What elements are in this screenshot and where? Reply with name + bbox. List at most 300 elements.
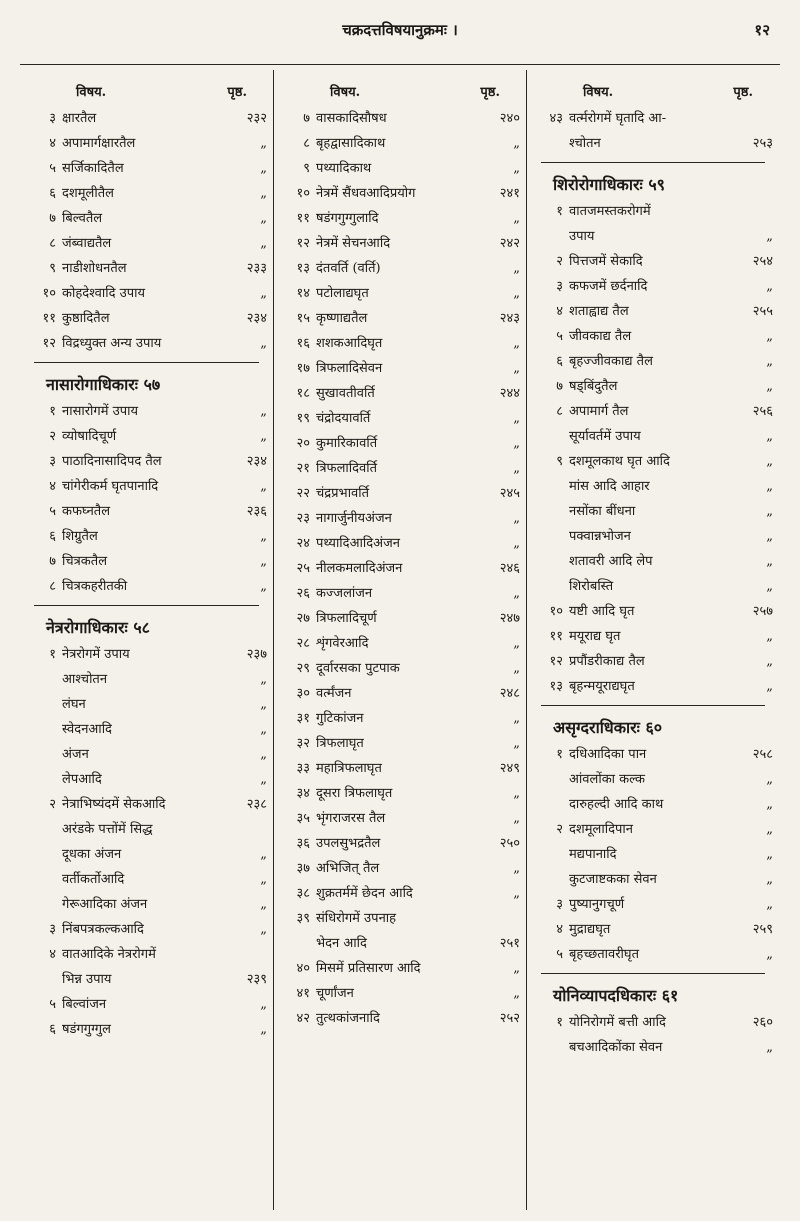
entry-title: विद्रध्युक्त अन्य उपाय: [62, 336, 162, 351]
entry-number: १५: [296, 311, 310, 326]
entry-title: चांगेरीकर्म घृतपानादि: [62, 479, 159, 494]
index-entry: [26, 942, 267, 967]
entry-title: लेपआदि: [62, 772, 102, 787]
entry-title: बचआदिकोंका सेवन: [569, 1040, 663, 1055]
entry-title: मद्यपानादि: [569, 847, 617, 862]
entry-page: २३८: [246, 797, 267, 812]
index-entry: [280, 1006, 520, 1031]
entry-page: „: [513, 436, 520, 451]
index-entry: [533, 742, 773, 767]
entry-number: ४३: [549, 111, 563, 126]
entry-title: अपामार्ग तैल: [569, 404, 629, 419]
entry-title: कुमारिकावर्ति: [316, 436, 378, 451]
index-entry: [280, 131, 520, 156]
index-entry: [280, 581, 520, 606]
entry-title: बृहच्छतावरीघृत: [569, 947, 640, 962]
entry-page: २४७: [499, 611, 520, 626]
index-entry: [280, 981, 520, 1006]
index-entry: [26, 499, 267, 524]
index-entry: [533, 842, 773, 867]
entry-title: पुष्यानुगचूर्ण: [569, 897, 625, 912]
index-entry: [280, 431, 520, 456]
entry-number: ३: [49, 922, 56, 937]
entry-number: ६: [49, 529, 56, 544]
entry-number: २: [49, 429, 56, 444]
entry-title: नेत्रमें सेचनआदि: [316, 236, 391, 251]
index-entry: [26, 256, 267, 281]
entry-number: २१: [296, 461, 310, 476]
entry-number: २६: [296, 586, 310, 601]
entry-number: १०: [42, 286, 56, 301]
index-entry: [26, 424, 267, 449]
entry-number: ३०: [296, 686, 310, 701]
page-heading: पृष्ठ.: [733, 85, 753, 100]
index-entry: [280, 906, 520, 931]
entry-page: „: [513, 511, 520, 526]
entry-page: „: [260, 1022, 267, 1037]
entry-number: ८: [49, 236, 56, 251]
entry-number: १: [49, 647, 56, 662]
entry-number: १०: [296, 186, 310, 201]
entry-page: „: [260, 529, 267, 544]
index-entry: [26, 917, 267, 942]
entry-number: १४: [296, 286, 310, 301]
entry-page: „: [513, 886, 520, 901]
entry-number: ४: [49, 947, 56, 962]
entry-title: दूधका अंजन: [62, 847, 122, 862]
page-number: १२: [754, 21, 770, 39]
entry-number: ९: [303, 161, 310, 176]
entry-title: वर्त्मरोगमें घृतादि आ-: [569, 111, 667, 126]
entry-page: २३९: [246, 972, 267, 987]
index-entry: [533, 1010, 773, 1035]
index-entry: [26, 574, 267, 599]
entry-number: ४: [49, 136, 56, 151]
entry-page: „: [766, 1040, 773, 1055]
entry-page: „: [766, 822, 773, 837]
entry-number: ४: [556, 304, 563, 319]
entry-number: २४: [296, 536, 310, 551]
entry-title: उपलसुभद्रतैल: [316, 836, 381, 851]
entry-page: „: [513, 161, 520, 176]
entry-title: मांस आदि आहार: [569, 479, 650, 494]
entry-title: वासकादिसौषध: [316, 111, 387, 126]
page-header: [30, 10, 770, 50]
entry-title: दूर्वारसका पुटपाक: [316, 661, 400, 676]
entry-number: ३२: [296, 736, 310, 751]
index-entry: [280, 731, 520, 756]
entry-page: „: [766, 797, 773, 812]
index-entry: [533, 867, 773, 892]
entry-page: २३४: [246, 454, 267, 469]
index-entry: [26, 524, 267, 549]
section-heading: नासारोगाधिकारः ५७: [46, 375, 161, 394]
entry-page: „: [260, 897, 267, 912]
entry-page: २५९: [752, 922, 773, 937]
index-entry: [280, 356, 520, 381]
entry-page: „: [260, 479, 267, 494]
index-entry: [280, 531, 520, 556]
entry-title: अरंडके पत्तोंमें सिद्ध: [62, 822, 153, 837]
index-entry: [26, 281, 267, 306]
entry-title: अभिजित् तैल: [316, 861, 380, 876]
entry-number: १: [556, 1015, 563, 1030]
index-entry: [533, 599, 773, 624]
entry-page: „: [260, 722, 267, 737]
entry-title: बृहद्वासादिकाथ: [316, 136, 386, 151]
entry-title: दूसरा त्रिफलाघृत: [316, 786, 393, 801]
entry-number: ३: [556, 279, 563, 294]
index-entry: [533, 767, 773, 792]
entry-page: २३३: [246, 261, 267, 276]
entry-page: „: [766, 454, 773, 469]
entry-page: „: [260, 286, 267, 301]
entry-number: ७: [49, 554, 56, 569]
index-entry: [280, 831, 520, 856]
entry-number: १: [556, 204, 563, 219]
entry-title: बिल्वतैल: [62, 211, 103, 226]
entry-title: मुद्राद्यघृत: [569, 922, 611, 937]
index-entry: [280, 631, 520, 656]
entry-page: „: [766, 379, 773, 394]
entry-page: „: [513, 536, 520, 551]
entry-title: पथ्यादिआदिअंजन: [316, 536, 400, 551]
entry-page: „: [766, 679, 773, 694]
entry-page: „: [766, 847, 773, 862]
entry-number: १: [49, 404, 56, 419]
entry-title: नासारोगमें उपाय: [62, 404, 139, 419]
index-entry: [280, 456, 520, 481]
index-entry: [26, 231, 267, 256]
entry-page: „: [766, 479, 773, 494]
entry-title: पथ्यादिकाथ: [316, 161, 372, 176]
entry-page: २५६: [752, 404, 773, 419]
index-entry: [26, 449, 267, 474]
entry-page: „: [260, 336, 267, 351]
entry-title: तुत्थकांजनादि: [316, 1011, 380, 1026]
index-entry: [26, 1017, 267, 1042]
entry-number: ३८: [296, 886, 310, 901]
entry-title: व्योषादिचूर्ण: [62, 429, 117, 444]
entry-title: वर्तीकर्तोआदि: [62, 872, 125, 887]
entry-title: वातजमस्तकरोगमें: [569, 204, 651, 219]
entry-title: आश्चोतन: [62, 672, 108, 687]
entry-number: १३: [549, 679, 563, 694]
index-entry: [533, 324, 773, 349]
entry-number: १३: [296, 261, 310, 276]
entry-page: „: [766, 504, 773, 519]
entry-title: वर्त्मंजन: [316, 686, 352, 701]
entry-page: „: [260, 997, 267, 1012]
index-entry: [280, 706, 520, 731]
subject-heading: विषय.: [583, 85, 614, 100]
index-entry: [26, 742, 267, 767]
entry-number: ९: [49, 261, 56, 276]
entry-number: ५: [556, 947, 563, 962]
entry-title: नीलकमलादिअंजन: [316, 561, 403, 576]
section-heading: शिरोरोगाधिकारः ५९: [553, 175, 665, 194]
index-entry: [280, 331, 520, 356]
entry-page: „: [766, 229, 773, 244]
entry-number: ११: [42, 311, 56, 326]
entry-page: „: [513, 136, 520, 151]
entry-page: „: [260, 211, 267, 226]
entry-page: „: [513, 986, 520, 1001]
running-title: चक्रदत्तविषयानुक्रमः ।: [342, 21, 458, 39]
entry-page: „: [513, 286, 520, 301]
column-heading: [533, 70, 773, 106]
index-entry: [533, 649, 773, 674]
entry-number: २९: [296, 661, 310, 676]
index-entry: [533, 942, 773, 967]
index-entry: [533, 349, 773, 374]
section-heading: नेत्ररोगाधिकारः ५८: [46, 618, 150, 637]
entry-page: २४०: [499, 111, 520, 126]
index-entry: [26, 331, 267, 356]
entry-page: „: [260, 772, 267, 787]
index-entry: [533, 549, 773, 574]
entry-title: शृंगवेरआदि: [316, 636, 369, 651]
entry-title: चित्रकहरीतकी: [62, 579, 128, 594]
entry-title: क्षारतैल: [62, 111, 97, 126]
index-entry: [533, 131, 773, 156]
index-entry: [280, 481, 520, 506]
entry-title: त्रिफलादिचूर्ण: [316, 611, 377, 626]
index-entry: [533, 474, 773, 499]
entry-number: २: [49, 797, 56, 812]
entry-title: प्रपौंडरीकाद्य तैल: [569, 654, 645, 669]
entry-title: नसोंका बींधना: [569, 504, 636, 519]
entry-title: पाठादिनासादिपद तैल: [62, 454, 162, 469]
index-entry: [533, 274, 773, 299]
entry-page: „: [513, 261, 520, 276]
index-entry: [26, 767, 267, 792]
entry-title: बिल्वांजन: [62, 997, 107, 1012]
entry-page: „: [513, 461, 520, 476]
entry-page: २४८: [499, 686, 520, 701]
entry-page: „: [260, 136, 267, 151]
index-entry: [533, 449, 773, 474]
index-entry: [26, 792, 267, 817]
entry-title: अपामार्गक्षारतैल: [62, 136, 136, 151]
entry-title: कोहदेश्वादि उपाय: [62, 286, 146, 301]
entry-number: ४१: [296, 986, 310, 1001]
entry-title: कुष्ठादितैल: [62, 311, 110, 326]
entry-page: „: [766, 554, 773, 569]
index-entry: [533, 624, 773, 649]
entry-page: „: [766, 354, 773, 369]
entry-title: मयूराद्य घृत: [569, 629, 621, 644]
entry-title: श्चोतन: [569, 136, 601, 151]
entry-title: चंद्रोदयावर्ति: [316, 411, 371, 426]
entry-number: ४२: [296, 1011, 310, 1026]
entry-title: शशकआदिघृत: [316, 336, 383, 351]
entry-title: दशमूलकाथ घृत आदि: [569, 454, 670, 469]
index-entry: [533, 817, 773, 842]
entry-page: „: [513, 711, 520, 726]
index-entry: [26, 181, 267, 206]
entry-number: ३६: [296, 836, 310, 851]
index-entry: [26, 967, 267, 992]
index-entry: [280, 281, 520, 306]
index-entry: [280, 106, 520, 131]
entry-number: ४०: [296, 961, 310, 976]
entry-page: „: [260, 554, 267, 569]
entry-title: चंद्रप्रभावर्ति: [316, 486, 370, 501]
entry-page: „: [513, 661, 520, 676]
index-column: [20, 70, 273, 1210]
entry-page: „: [513, 636, 520, 651]
entry-number: ८: [303, 136, 310, 151]
index-entry: [533, 524, 773, 549]
entry-title: अंजन: [62, 747, 89, 762]
entry-page: २५१: [499, 936, 520, 951]
entry-number: १२: [42, 336, 56, 351]
entry-title: निंबपत्रकल्कआदि: [62, 922, 144, 937]
entry-page: „: [766, 629, 773, 644]
page-heading: पृष्ठ.: [480, 85, 500, 100]
entry-page: „: [513, 586, 520, 601]
index-entry: [280, 756, 520, 781]
entry-page: „: [766, 872, 773, 887]
index-entry: [280, 556, 520, 581]
entry-number: ३७: [296, 861, 310, 876]
index-entry: [26, 106, 267, 131]
index-entry: [26, 642, 267, 667]
entry-title: सर्जिकादितैल: [62, 161, 124, 176]
entry-number: ३१: [296, 711, 310, 726]
entry-number: ३५: [296, 811, 310, 826]
entry-number: ४: [556, 922, 563, 937]
section-heading: योनिव्यापदधिकारः ६१: [553, 986, 679, 1005]
entry-number: ३४: [296, 786, 310, 801]
entry-title: मिसमें प्रतिसारण आदि: [316, 961, 421, 976]
index-entry: [280, 206, 520, 231]
index-column: [526, 70, 779, 1210]
entry-page: २५५: [752, 304, 773, 319]
index-entry: [280, 681, 520, 706]
entry-number: ७: [49, 211, 56, 226]
entry-page: „: [766, 329, 773, 344]
index-entry: [280, 781, 520, 806]
entry-title: वातआदिके नेत्ररोगमें: [62, 947, 156, 962]
header-rule: [20, 64, 780, 65]
index-columns: [20, 70, 780, 1210]
entry-title: सुखावतीवर्ति: [316, 386, 375, 401]
index-entry: [280, 181, 520, 206]
entry-page: २४२: [499, 236, 520, 251]
index-entry: [533, 674, 773, 699]
entry-number: ८: [49, 579, 56, 594]
entry-page: „: [513, 786, 520, 801]
entry-page: „: [766, 772, 773, 787]
entry-title: पक्वान्नभोजन: [569, 529, 631, 544]
entry-title: उपाय: [569, 229, 595, 244]
entry-title: लंघन: [62, 697, 86, 712]
subject-heading: विषय.: [330, 85, 361, 100]
index-entry: [533, 574, 773, 599]
entry-title: दशमूलीतैल: [62, 186, 114, 201]
entry-number: ३: [49, 454, 56, 469]
index-entry: [533, 399, 773, 424]
index-entry: [533, 199, 773, 224]
entry-title: षडंगगुग्गुलादि: [316, 211, 379, 226]
entry-number: २८: [296, 636, 310, 651]
entry-page: २५८: [752, 747, 773, 762]
entry-number: ३: [49, 111, 56, 126]
entry-number: २५: [296, 561, 310, 576]
entry-number: २: [556, 254, 563, 269]
entry-number: २०: [296, 436, 310, 451]
entry-number: ५: [556, 329, 563, 344]
column-heading: [280, 70, 520, 106]
index-entry: [26, 474, 267, 499]
entry-number: ६: [49, 186, 56, 201]
index-entry: [533, 917, 773, 942]
entry-title: नागार्जुनीयअंजन: [316, 511, 392, 526]
index-entry: [26, 131, 267, 156]
entry-number: ३९: [296, 911, 310, 926]
entry-page: २३६: [246, 504, 267, 519]
entry-page: „: [260, 697, 267, 712]
entry-page: २४३: [499, 311, 520, 326]
entry-title: त्रिफलाघृत: [316, 736, 364, 751]
entry-title: नेत्रमें सैंधवआदिप्रयोग: [316, 186, 416, 201]
index-entry: [280, 656, 520, 681]
entry-page: २५०: [499, 836, 520, 851]
entry-title: षडंगगुग्गुल: [62, 1022, 111, 1037]
entry-number: २: [556, 822, 563, 837]
entry-title: यष्टी आदि घृत: [569, 604, 635, 619]
entry-title: कज्जलांजन: [316, 586, 373, 601]
entry-title: नेत्राभिष्यंदमें सेकआदि: [62, 797, 166, 812]
entry-page: „: [260, 847, 267, 862]
entry-page: २४१: [499, 186, 520, 201]
entry-number: १२: [549, 654, 563, 669]
entry-title: कुटजाष्टकका सेवन: [569, 872, 657, 887]
entry-title: बृहन्मयूराद्यघृत: [569, 679, 635, 694]
entry-page: „: [260, 579, 267, 594]
entry-page: „: [766, 429, 773, 444]
entry-page: „: [513, 861, 520, 876]
index-entry: [26, 992, 267, 1017]
entry-number: ५: [49, 161, 56, 176]
entry-number: ११: [296, 211, 310, 226]
entry-title: चित्रकतैल: [62, 554, 108, 569]
index-entry: [533, 424, 773, 449]
entry-page: २६०: [752, 1015, 773, 1030]
entry-number: ६: [49, 1022, 56, 1037]
index-entry: [533, 224, 773, 249]
entry-page: „: [513, 411, 520, 426]
entry-number: २७: [296, 611, 310, 626]
index-entry: [26, 817, 267, 842]
entry-title: शताह्वाद्य तैल: [569, 304, 629, 319]
entry-title: दधिआदिका पान: [569, 747, 647, 762]
index-entry: [280, 406, 520, 431]
entry-page: „: [260, 236, 267, 251]
index-entry: [26, 306, 267, 331]
entry-page: „: [260, 161, 267, 176]
index-entry: [280, 806, 520, 831]
entry-page: „: [260, 404, 267, 419]
entry-page: २४६: [499, 561, 520, 576]
entry-number: ७: [556, 379, 563, 394]
entry-number: १: [556, 747, 563, 762]
entry-page: २४४: [499, 386, 520, 401]
entry-page: २५४: [752, 254, 773, 269]
entry-number: ९: [556, 454, 563, 469]
